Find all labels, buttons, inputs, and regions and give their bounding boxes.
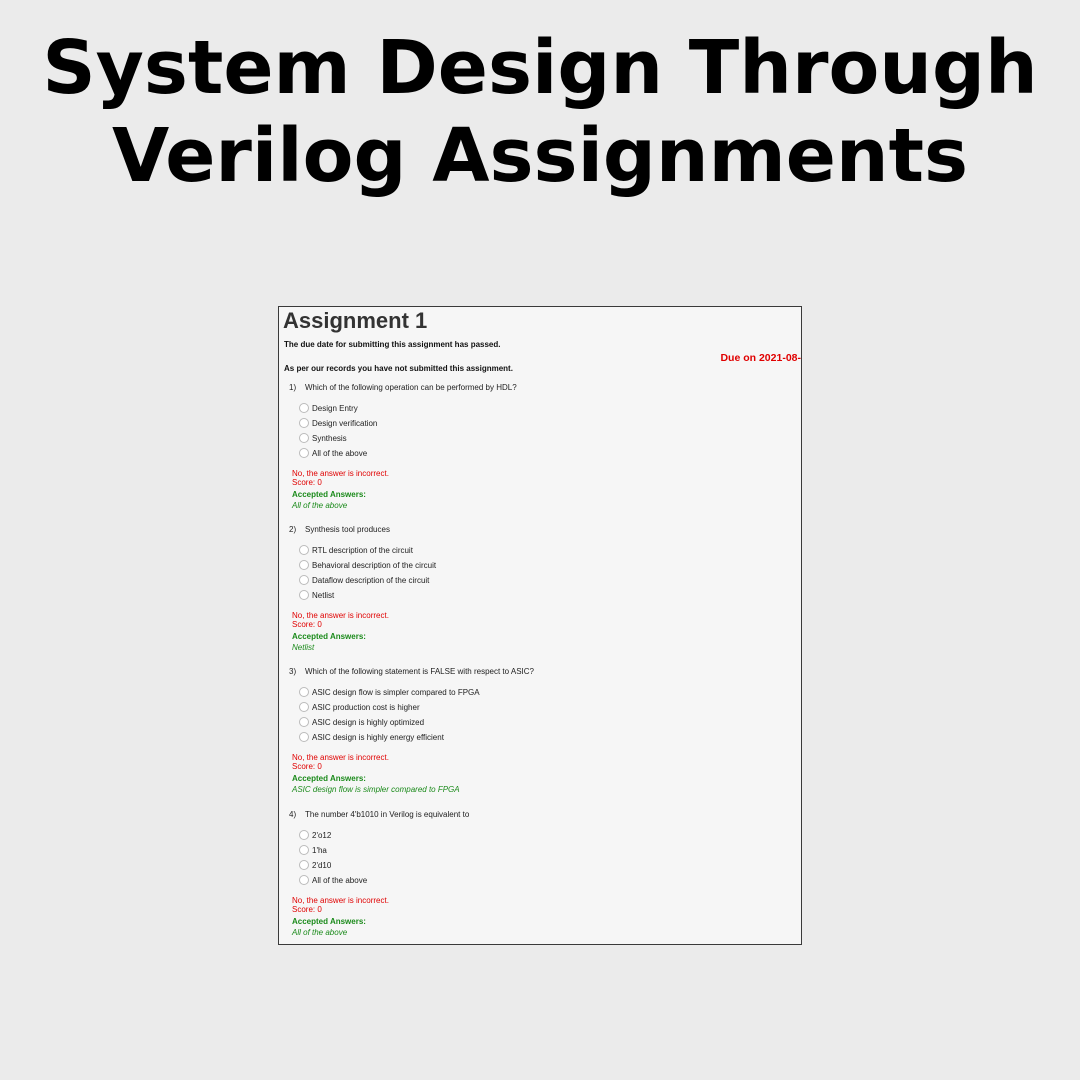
radio-icon: [299, 830, 309, 840]
question-label: Synthesis tool produces: [305, 525, 390, 534]
radio-icon: [299, 717, 309, 727]
option-radio[interactable]: [299, 545, 413, 557]
accepted-answers-label: Accepted Answers:: [292, 632, 366, 641]
due-passed-message: The due date for submitting this assignment has passed.: [284, 340, 501, 349]
headline: [0, 24, 1080, 200]
question-text: [289, 525, 390, 534]
incorrect-feedback: No, the answer is incorrect.: [292, 611, 389, 620]
option-radio[interactable]: [299, 418, 377, 430]
question-label: The number 4'b1010 in Verilog is equivalent to: [305, 810, 470, 819]
option-radio[interactable]: [299, 845, 327, 857]
radio-icon: [299, 575, 309, 585]
option-label: Design Entry: [312, 404, 358, 413]
option-radio[interactable]: [299, 875, 367, 887]
headline-line-2: Verilog Assignments: [112, 113, 968, 199]
radio-icon: [299, 702, 309, 712]
option-radio[interactable]: [299, 448, 367, 460]
question-number: 4): [289, 810, 297, 819]
score-text: Score: 0: [292, 478, 322, 487]
radio-icon: [299, 687, 309, 697]
accepted-answer: All of the above: [292, 501, 348, 510]
question-number: 1): [289, 383, 297, 392]
accepted-answer: All of the above: [292, 928, 348, 937]
option-radio[interactable]: [299, 590, 334, 602]
due-date: Due on 2021-08-: [720, 352, 801, 364]
option-radio[interactable]: [299, 860, 331, 872]
assignment-screenshot: [278, 306, 802, 945]
question-number: 3): [289, 667, 297, 676]
option-radio[interactable]: [299, 732, 444, 744]
accepted-answers-label: Accepted Answers:: [292, 490, 366, 499]
radio-icon: [299, 590, 309, 600]
option-label: 1'ha: [312, 846, 327, 855]
headline-line-1: System Design Through: [42, 25, 1038, 111]
accepted-answer: ASIC design flow is simpler compared to FPGA: [292, 785, 460, 794]
option-label: Netlist: [312, 591, 335, 600]
option-label: Synthesis: [312, 434, 347, 443]
question-number: 2): [289, 525, 297, 534]
radio-icon: [299, 433, 309, 443]
score-text: Score: 0: [292, 620, 322, 629]
question-label: Which of the following statement is FALSE with respect to ASIC?: [305, 667, 534, 676]
radio-icon: [299, 845, 309, 855]
question-text: [289, 667, 534, 676]
accepted-answers-label: Accepted Answers:: [292, 774, 366, 783]
accepted-answers-label: Accepted Answers:: [292, 917, 366, 926]
option-radio[interactable]: [299, 830, 331, 842]
option-label: Design verification: [312, 419, 378, 428]
incorrect-feedback: No, the answer is incorrect.: [292, 469, 389, 478]
option-radio[interactable]: [299, 687, 480, 699]
option-radio[interactable]: [299, 403, 358, 415]
option-label: ASIC design flow is simpler compared to FPGA: [312, 688, 480, 697]
accepted-answer: Netlist: [292, 643, 315, 652]
option-radio[interactable]: [299, 702, 420, 714]
radio-icon: [299, 860, 309, 870]
radio-icon: [299, 560, 309, 570]
radio-icon: [299, 545, 309, 555]
option-label: RTL description of the circuit: [312, 546, 413, 555]
option-label: Behavioral description of the circuit: [312, 561, 437, 570]
score-text: Score: 0: [292, 762, 322, 771]
radio-icon: [299, 403, 309, 413]
option-label: Dataflow description of the circuit: [312, 576, 430, 585]
option-radio[interactable]: [299, 433, 347, 445]
option-label: ASIC production cost is higher: [312, 703, 420, 712]
radio-icon: [299, 418, 309, 428]
option-radio[interactable]: [299, 717, 424, 729]
radio-icon: [299, 875, 309, 885]
option-label: 2'd10: [312, 861, 332, 870]
option-radio[interactable]: [299, 575, 429, 587]
not-submitted-message: As per our records you have not submitted this assignment.: [284, 364, 513, 373]
option-label: ASIC design is highly energy efficient: [312, 733, 444, 742]
score-text: Score: 0: [292, 905, 322, 914]
question-label: Which of the following operation can be performed by HDL?: [305, 383, 517, 392]
option-label: 2'o12: [312, 831, 332, 840]
radio-icon: [299, 732, 309, 742]
option-label: All of the above: [312, 876, 368, 885]
option-label: All of the above: [312, 449, 368, 458]
radio-icon: [299, 448, 309, 458]
assignment-title: Assignment 1: [283, 308, 428, 333]
incorrect-feedback: No, the answer is incorrect.: [292, 896, 389, 905]
question-text: [289, 810, 469, 819]
option-radio[interactable]: [299, 560, 436, 572]
option-label: ASIC design is highly optimized: [312, 718, 425, 727]
incorrect-feedback: No, the answer is incorrect.: [292, 753, 389, 762]
question-text: [289, 383, 517, 392]
